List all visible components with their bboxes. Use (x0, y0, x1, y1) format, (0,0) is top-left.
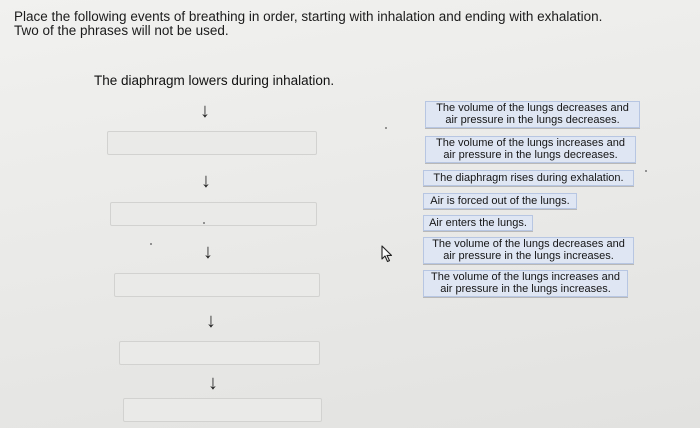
option-line: Air enters the lungs. (429, 217, 527, 229)
drop-slot-1[interactable] (107, 131, 317, 155)
down-arrow-icon: ↓ (203, 241, 213, 263)
drop-slot-4[interactable] (119, 341, 320, 365)
down-arrow-icon: ↓ (208, 372, 218, 394)
instructions (14, 10, 674, 38)
screen-speck (645, 170, 647, 172)
option-diaphragm-rises[interactable] (423, 170, 634, 186)
start-event-label: The diaphragm lowers during inhalation. (94, 73, 335, 88)
option-line: The volume of the lungs increases and (431, 271, 620, 283)
mouse-pointer-icon (380, 245, 394, 263)
option-line: air pressure in the lungs decreases. (445, 113, 620, 126)
option-volume-decreases-pressure-increases[interactable] (423, 237, 634, 264)
option-line: The volume of the lungs decreases and (432, 238, 625, 250)
option-line: The volume of the lungs decreases and (436, 102, 629, 114)
option-line: The volume of the lungs increases and (436, 137, 625, 149)
option-volume-increases-pressure-increases[interactable] (423, 270, 628, 297)
drop-slot-2[interactable] (110, 202, 317, 226)
screen-speck (203, 222, 205, 224)
option-line: air pressure in the lungs decreases. (443, 148, 618, 161)
option-volume-increases-pressure-decreases[interactable] (425, 136, 636, 163)
option-volume-decreases-pressure-decreases[interactable] (425, 101, 640, 128)
down-arrow-icon: ↓ (206, 310, 216, 332)
option-line: air pressure in the lungs increases. (443, 249, 614, 262)
screen-speck (150, 243, 152, 245)
option-air-forced-out[interactable] (423, 193, 577, 209)
down-arrow-icon: ↓ (201, 170, 211, 192)
option-line: air pressure in the lungs increases. (440, 282, 611, 295)
instructions-line-1: Place the following events of breathing in order, starting with inhalation and ending with exhalation. (14, 9, 603, 24)
instructions-line-2: Two of the phrases will not be used. (14, 23, 229, 38)
option-line: Air is forced out of the lungs. (430, 195, 570, 207)
option-air-enters[interactable] (423, 215, 533, 231)
drop-slot-5[interactable] (123, 398, 322, 422)
down-arrow-icon: ↓ (200, 100, 210, 122)
screen-speck (385, 127, 387, 129)
option-line: The diaphragm rises during exhalation. (433, 172, 624, 184)
drop-slot-3[interactable] (114, 273, 320, 297)
